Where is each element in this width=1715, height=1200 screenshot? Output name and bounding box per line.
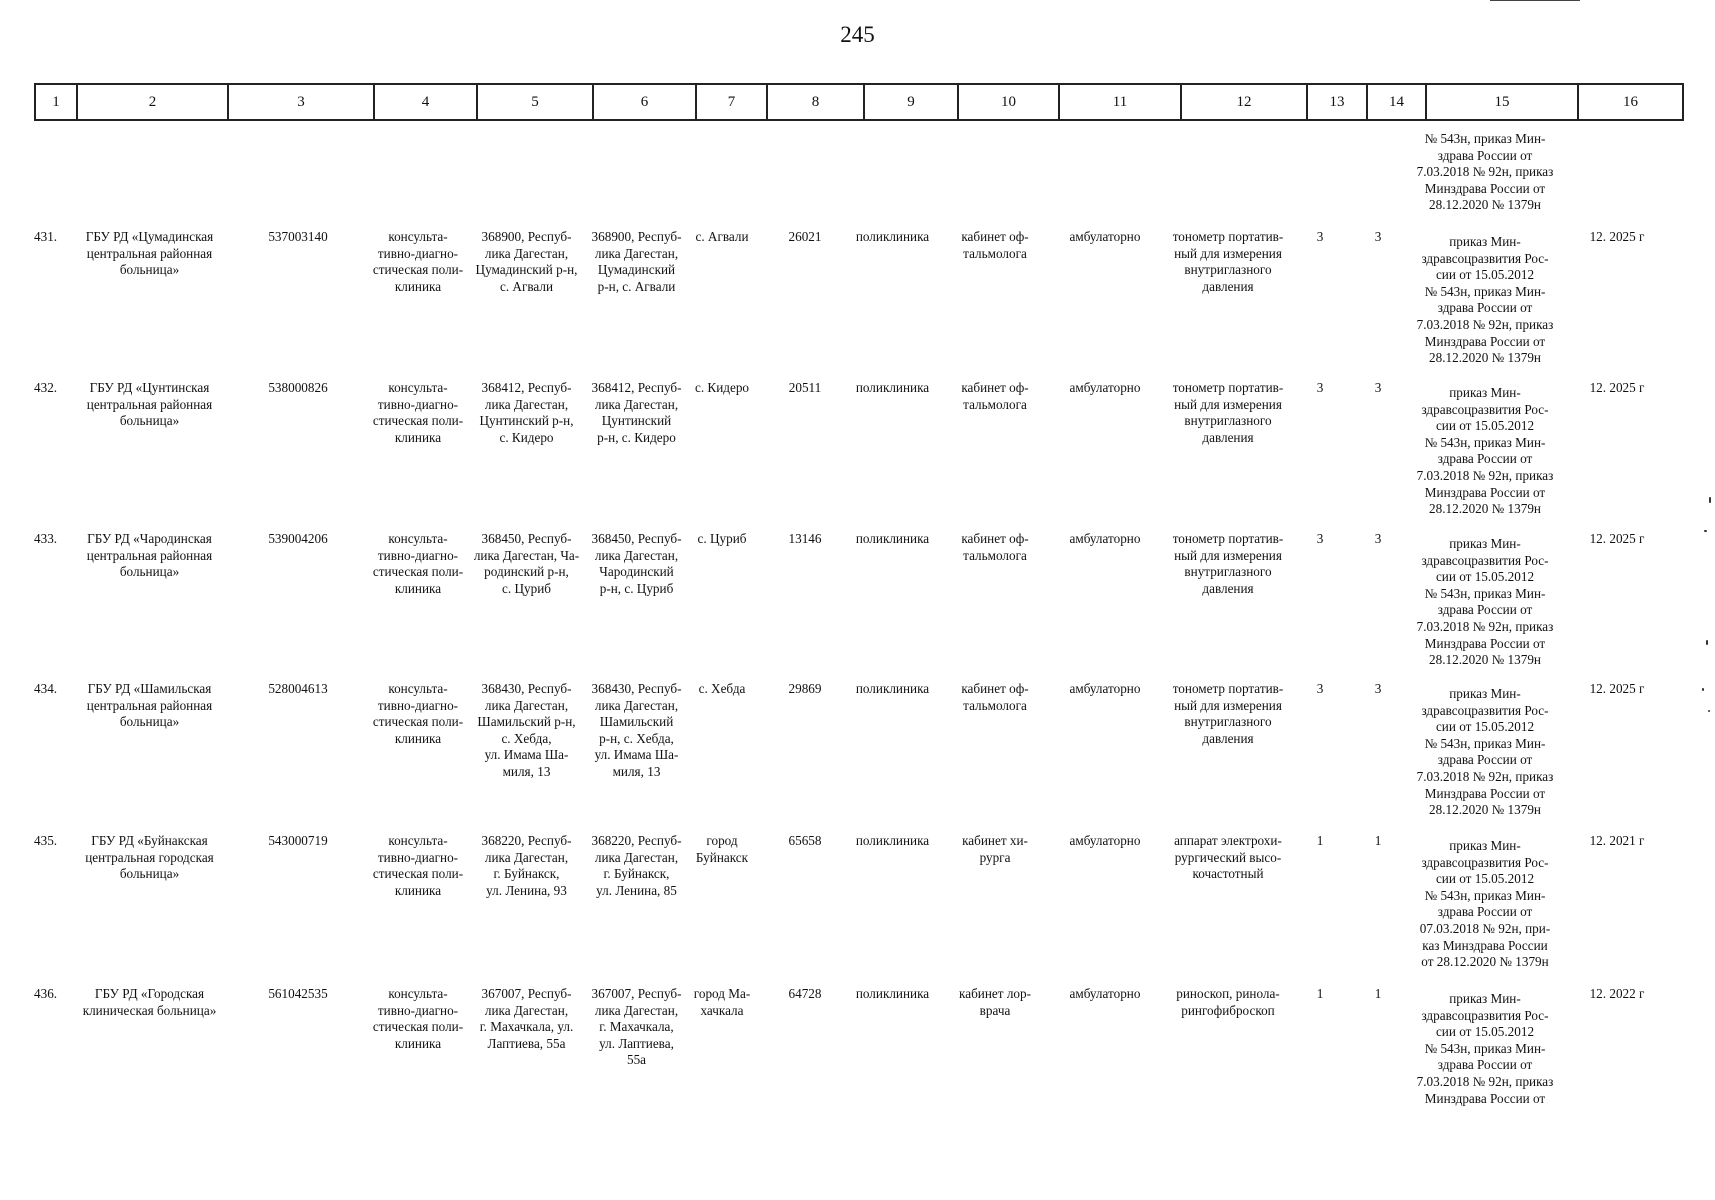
cell-room: кабинет оф- тальмолога [961,681,1029,713]
cell-org: ГБУ РД «Шамильская центральная районная больница» [86,681,213,730]
cell-unit: поликлиника [855,229,930,244]
cell-addr1: 367007, Респуб- лика Дагестан, г. Махачкала, ул. Лаптиева, 55а [479,986,574,1051]
cell-locality: город Буйнакск [695,833,749,865]
cell-type: консульта- тивно-диагно- стическая поли- клиника [372,380,464,445]
cell-addr2: 368412, Респуб- лика Дагестан, Цунтинский р-н, с. Кидеро [591,380,682,445]
column-header: 2 [77,84,228,120]
cell-type: консульта- тивно-диагно- стическая поли- клиника [372,531,464,596]
cell-c14: 3 [1374,380,1382,395]
cell-population: 65658 [788,833,822,848]
cell-org: ГБУ РД «Чародинская центральная районная больница» [86,531,213,580]
cell-date: 12. 2025 г [1589,531,1645,546]
cell-room: кабинет оф- тальмолога [961,380,1029,412]
column-header: 5 [477,84,593,120]
cell-basis: приказ Мин- здравсоцразвития Рос- сии от 15.05.2012 № 543н, приказ Мин- здрава России от 7.03.2018 № 92н, приказ Минздрава России от 28.12.2020 № 1379н [1416,686,1554,818]
cell-equipment: тонометр портатив- ный для измерения внутриглазного давления [1172,229,1284,294]
column-header: 9 [864,84,958,120]
cell-c13: 3 [1316,531,1324,546]
cell-locality: с. Агвали [695,229,749,244]
column-header: 14 [1367,84,1426,120]
cell-equipment: тонометр портатив- ный для измерения внутриглазного давления [1172,380,1284,445]
cell-population: 13146 [788,531,822,546]
column-header: 11 [1059,84,1181,120]
continued-basis-text: № 543н, приказ Мин- здрава России от 7.03.2018 № 92н, приказ Минздрава России от 28.12.2020 № 1379н [1416,131,1554,213]
cell-addr1: 368430, Респуб- лика Дагестан, Шамильский р-н, с. Хебда, ул. Имама Ша- миля, 13 [477,681,576,779]
column-header: 6 [593,84,696,120]
page-number: 245 [840,22,875,47]
cell-basis: приказ Мин- здравсоцразвития Рос- сии от 15.05.2012 № 543н, приказ Мин- здрава России от 7.03.2018 № 92н, приказ Минздрава России от [1416,991,1554,1106]
cell-basis: приказ Мин- здравсоцразвития Рос- сии от 15.05.2012 № 543н, приказ Мин- здрава России от 7.03.2018 № 92н, приказ Минздрава России от 28.12.2020 № 1379н [1416,385,1554,517]
cell-equipment: тонометр портатив- ный для измерения внутриглазного давления [1172,681,1284,746]
cell-date: 12. 2025 г [1589,380,1645,395]
cell-addr1: 368900, Респуб- лика Дагестан, Цумадинский р-н, с. Агвали [475,229,578,294]
column-header: 13 [1307,84,1367,120]
cell-num: 436. [34,986,58,1001]
cell-c13: 3 [1316,229,1324,244]
cell-unit: поликлиника [855,833,930,848]
cell-care: амбулаторно [1069,986,1141,1001]
cell-care: амбулаторно [1069,229,1141,244]
cell-equipment: тонометр портатив- ный для измерения внутриглазного давления [1172,531,1284,596]
cell-num: 431. [34,229,58,244]
scan-speck [1702,688,1704,691]
cell-locality: с. Хебда [698,681,746,696]
cell-room: кабинет лор- врача [959,986,1031,1018]
scan-speck [1708,710,1710,712]
cell-addr2: 368220, Респуб- лика Дагестан, г. Буйнакск, ул. Ленина, 85 [591,833,682,898]
cell-type: консульта- тивно-диагно- стическая поли- клиника [372,986,464,1051]
cell-c13: 1 [1316,986,1324,1001]
cell-org: ГБУ РД «Городская клиническая больница» [82,986,217,1018]
cell-basis: приказ Мин- здравсоцразвития Рос- сии от 15.05.2012 № 543н, приказ Мин- здрава России от 7.03.2018 № 92н, приказ Минздрава России от 28.12.2020 № 1379н [1416,234,1554,366]
cell-code: 528004613 [268,681,328,696]
cell-equipment: риноскоп, ринола- рингофиброскоп [1176,986,1280,1018]
cell-care: амбулаторно [1069,531,1141,546]
cell-room: кабинет хи- рурга [962,833,1028,865]
cell-code: 543000719 [268,833,328,848]
cell-date: 12. 2021 г [1589,833,1645,848]
cell-code: 537003140 [268,229,328,244]
cell-care: амбулаторно [1069,833,1141,848]
scan-speck [1709,497,1711,503]
cell-addr2: 368900, Респуб- лика Дагестан, Цумадинский р-н, с. Агвали [591,229,682,294]
column-header: 16 [1578,84,1683,120]
cell-unit: поликлиника [855,986,930,1001]
scan-speck [1706,640,1708,645]
cell-code: 539004206 [268,531,328,546]
cell-addr2: 368450, Респуб- лика Дагестан, Чародинский р-н, с. Цуриб [591,531,682,596]
cell-room: кабинет оф- тальмолога [961,531,1029,563]
cell-addr1: 368220, Респуб- лика Дагестан, г. Буйнакск, ул. Ленина, 93 [481,833,572,898]
cell-num: 434. [34,681,58,696]
cell-population: 20511 [788,380,822,395]
cell-date: 12. 2025 г [1589,229,1645,244]
cell-addr1: 368412, Респуб- лика Дагестан, Цунтинский р-н, с. Кидеро [479,380,574,445]
cell-code: 561042535 [268,986,328,1001]
scan-speck [1704,530,1707,532]
cell-date: 12. 2025 г [1589,681,1645,696]
column-header-row [34,83,1684,121]
cell-addr2: 368430, Респуб- лика Дагестан, Шамильский р-н, с. Хебда, ул. Имама Ша- миля, 13 [591,681,682,779]
cell-c14: 3 [1374,681,1382,696]
cell-unit: поликлиника [855,531,930,546]
cell-type: консульта- тивно-диагно- стическая поли- клиника [372,681,464,746]
top-rule [1490,0,1580,1]
cell-type: консульта- тивно-диагно- стическая поли- клиника [372,229,464,294]
cell-unit: поликлиника [855,681,930,696]
cell-locality: с. Цуриб [697,531,747,546]
cell-date: 12. 2022 г [1589,986,1645,1001]
column-header: 8 [767,84,864,120]
cell-c13: 1 [1316,833,1324,848]
cell-c13: 3 [1316,681,1324,696]
column-header: 3 [228,84,374,120]
cell-basis: приказ Мин- здравсоцразвития Рос- сии от 15.05.2012 № 543н, приказ Мин- здрава России от 7.03.2018 № 92н, приказ Минздрава России от 28.12.2020 № 1379н [1416,536,1554,668]
cell-num: 433. [34,531,58,546]
cell-addr1: 368450, Респуб- лика Дагестан, Ча- родинский р-н, с. Цуриб [473,531,580,596]
cell-c13: 3 [1316,380,1324,395]
cell-basis: приказ Мин- здравсоцразвития Рос- сии от 15.05.2012 № 543н, приказ Мин- здрава России от 07.03.2018 № 92н, при- каз Минздрава России от 28.12.2020 № 1379н [1419,838,1551,970]
cell-care: амбулаторно [1069,681,1141,696]
column-header: 7 [696,84,767,120]
column-header: 4 [374,84,477,120]
cell-org: ГБУ РД «Буйнакская центральная городская больница» [85,833,214,882]
column-header: 15 [1426,84,1578,120]
cell-population: 26021 [788,229,822,244]
column-header: 1 [35,84,77,120]
cell-c14: 1 [1374,986,1382,1001]
cell-care: амбулаторно [1069,380,1141,395]
cell-c14: 3 [1374,531,1382,546]
cell-locality: город Ма- хачкала [693,986,751,1018]
cell-room: кабинет оф- тальмолога [961,229,1029,261]
cell-unit: поликлиника [855,380,930,395]
cell-type: консульта- тивно-диагно- стическая поли- клиника [372,833,464,898]
cell-population: 29869 [788,681,822,696]
column-header: 10 [958,84,1059,120]
cell-addr2: 367007, Респуб- лика Дагестан, г. Махачкала, ул. Лаптиева, 55а [591,986,682,1068]
column-header: 12 [1181,84,1307,120]
cell-num: 435. [34,833,58,848]
cell-locality: с. Кидеро [694,380,750,395]
cell-org: ГБУ РД «Цумадинская центральная районная больница» [85,229,214,278]
cell-c14: 1 [1374,833,1382,848]
cell-org: ГБУ РД «Цунтинская центральная районная больница» [86,380,213,429]
cell-population: 64728 [788,986,822,1001]
cell-code: 538000826 [268,380,328,395]
cell-equipment: аппарат электрохи- рургический высо- кочастотный [1174,833,1282,882]
cell-num: 432. [34,380,58,395]
cell-c14: 3 [1374,229,1382,244]
